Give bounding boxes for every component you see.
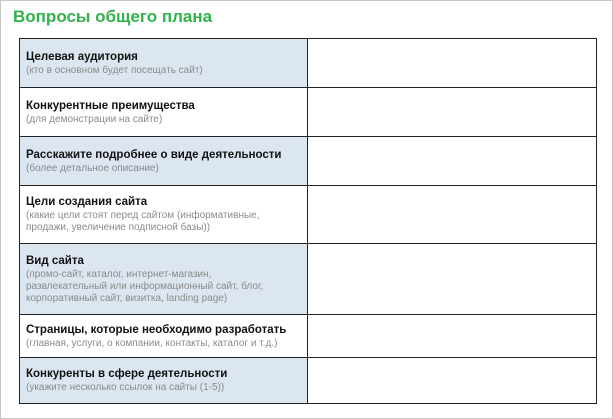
answer-cell[interactable]	[308, 358, 597, 404]
answer-cell[interactable]	[308, 88, 597, 137]
answer-cell[interactable]	[308, 39, 597, 88]
question-cell	[20, 358, 308, 404]
questionnaire-table	[19, 38, 597, 404]
question-title: Расскажите подробнее о виде деятельности	[26, 148, 282, 161]
question-cell	[20, 39, 308, 88]
question-hint: (главная, услуги, о компании, контакты, каталог и т.д.)	[26, 337, 278, 349]
question-cell	[20, 137, 308, 186]
answer-cell[interactable]	[308, 315, 597, 358]
answer-cell[interactable]	[308, 137, 597, 186]
question-title: Конкуренты в сфере деятельности	[26, 368, 228, 380]
question-hint: (для демонстрации на сайте)	[26, 113, 163, 125]
table-row	[20, 186, 597, 244]
question-title: Страницы, которые необходимо разработать	[26, 323, 287, 336]
table-row	[20, 137, 597, 186]
question-hint: (кто в основном будет посещать сайт)	[26, 64, 203, 76]
question-cell	[20, 315, 308, 358]
page-title: Вопросы общего плана	[13, 7, 213, 26]
question-cell	[20, 244, 308, 315]
question-cell	[20, 186, 308, 244]
question-hint: (укажите несколько ссылок на сайты (1-5))	[26, 382, 225, 393]
table-row	[20, 315, 597, 358]
table-row	[20, 244, 597, 315]
table-row	[20, 39, 597, 88]
question-title: Конкурентные преимущества	[26, 99, 195, 112]
table-row	[20, 88, 597, 137]
question-hint: (какие цели стоят перед сайтом (информативные, продажи, увеличение подписной базы))	[26, 210, 260, 233]
question-title: Вид сайта	[26, 254, 84, 267]
question-hint: (промо-сайт, каталог, интернет-магазин, развлекательный или информационный сайт, блог, корпоративный сайт, визитка, landing page)	[26, 268, 264, 304]
questionnaire-body	[20, 39, 597, 404]
question-hint: (более детальное описание)	[26, 162, 159, 174]
question-title: Целевая аудитория	[26, 50, 138, 63]
question-title: Цели создания сайта	[26, 196, 148, 208]
table-row	[20, 358, 597, 404]
question-cell	[20, 88, 308, 137]
answer-cell[interactable]	[308, 244, 597, 315]
answer-cell[interactable]	[308, 186, 597, 244]
